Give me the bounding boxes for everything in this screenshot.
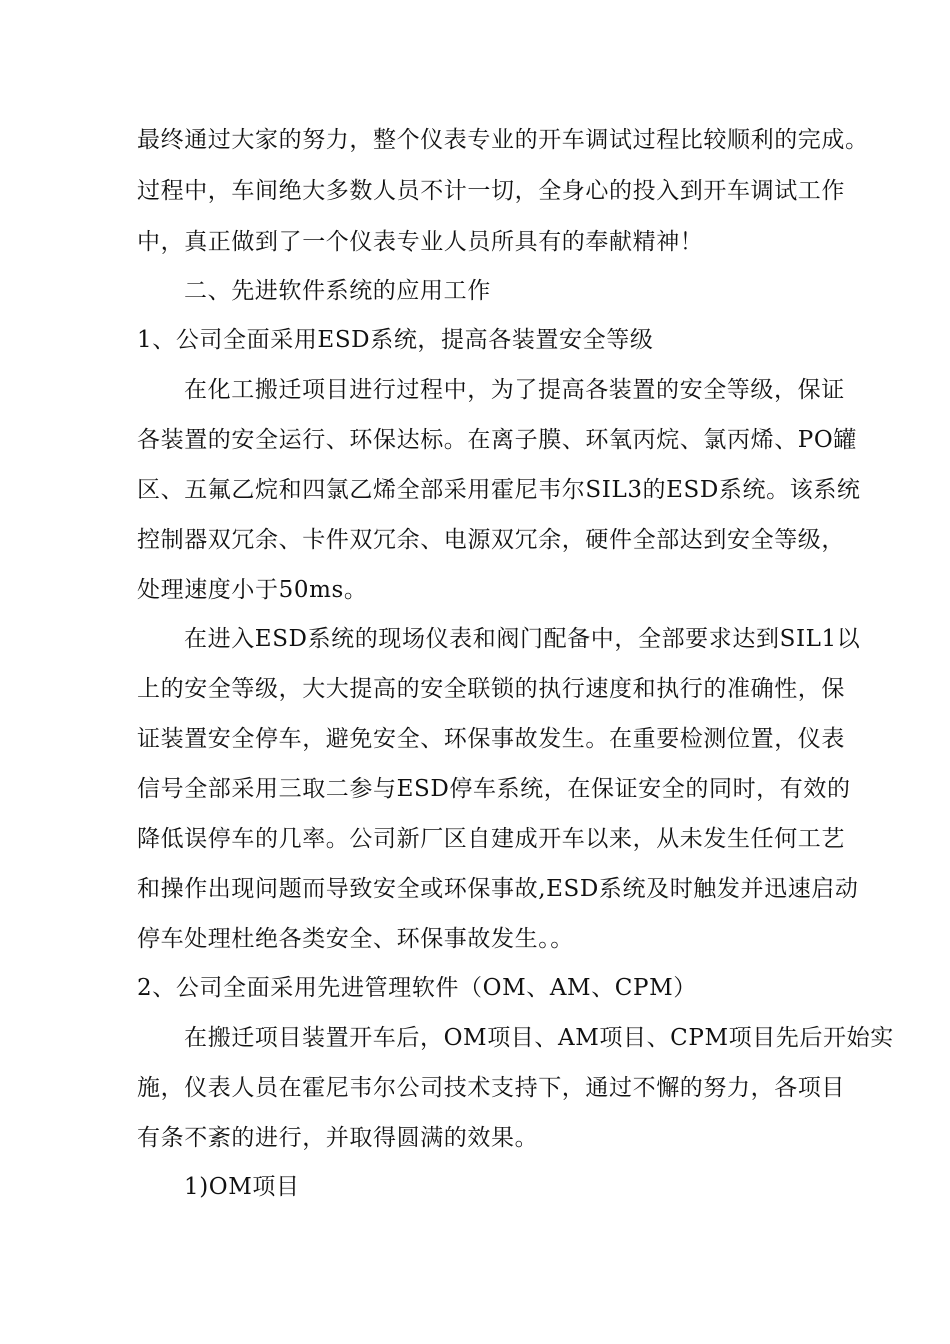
section-heading: 二、先进软件系统的应用工作 — [184, 278, 491, 304]
text-line-21: 有条不紊的进行，并取得圆满的效果。 — [137, 1125, 539, 1151]
subsection-heading-2: 2、公司全面采用先进管理软件（OM、AM、CPM） — [137, 975, 697, 1001]
list-item-heading: 1)OM项目 — [184, 1174, 300, 1200]
text-line-10: 处理速度小于50ms。 — [137, 577, 368, 603]
text-line-14: 信号全部采用三取二参与ESD停车系统，在保证安全的同时，有效的 — [137, 776, 851, 802]
text-line-6: 在化工搬迁项目进行过程中，为了提高各装置的安全等级，保证 — [184, 377, 845, 403]
text-line-7: 各装置的安全运行、环保达标。在离子膜、环氧丙烷、氯丙烯、PO罐 — [137, 427, 857, 453]
text-line-1: 最终通过大家的努力，整个仪表专业的开车调试过程比较顺利的完成。 — [137, 127, 869, 153]
text-line-11: 在进入ESD系统的现场仪表和阀门配备中，全部要求达到SIL1以 — [184, 626, 861, 652]
text-line-13: 证装置安全停车，避免安全、环保事故发生。在重要检测位置，仪表 — [137, 726, 845, 752]
text-line-15: 降低误停车的几率。公司新厂区自建成开车以来，从未发生任何工艺 — [137, 826, 845, 852]
text-line-17: 停车处理杜绝各类安全、环保事故发生。。 — [137, 926, 574, 952]
text-line-16: 和操作出现问题而导致安全或环保事故,ESD系统及时触发并迅速启动 — [137, 876, 859, 902]
subsection-heading-1: 1、公司全面采用ESD系统，提高各装置安全等级 — [137, 327, 654, 353]
text-line-20: 施，仪表人员在霍尼韦尔公司技术支持下，通过不懈的努力，各项目 — [137, 1075, 845, 1101]
text-line-3: 中，真正做到了一个仪表专业人员所具有的奉献精神！ — [137, 229, 704, 255]
text-line-2: 过程中，车间绝大多数人员不计一切，全身心的投入到开车调试工作 — [137, 178, 845, 204]
text-line-9: 控制器双冗余、卡件双冗余、电源双冗余，硬件全部达到安全等级， — [137, 527, 845, 553]
text-line-12: 上的安全等级，大大提高的安全联锁的执行速度和执行的准确性，保 — [137, 676, 845, 702]
text-line-8: 区、五氟乙烷和四氯乙烯全部采用霍尼韦尔SIL3的ESD系统。该系统 — [137, 477, 861, 503]
text-line-19: 在搬迁项目装置开车后，OM项目、AM项目、CPM项目先后开始实 — [184, 1025, 894, 1051]
